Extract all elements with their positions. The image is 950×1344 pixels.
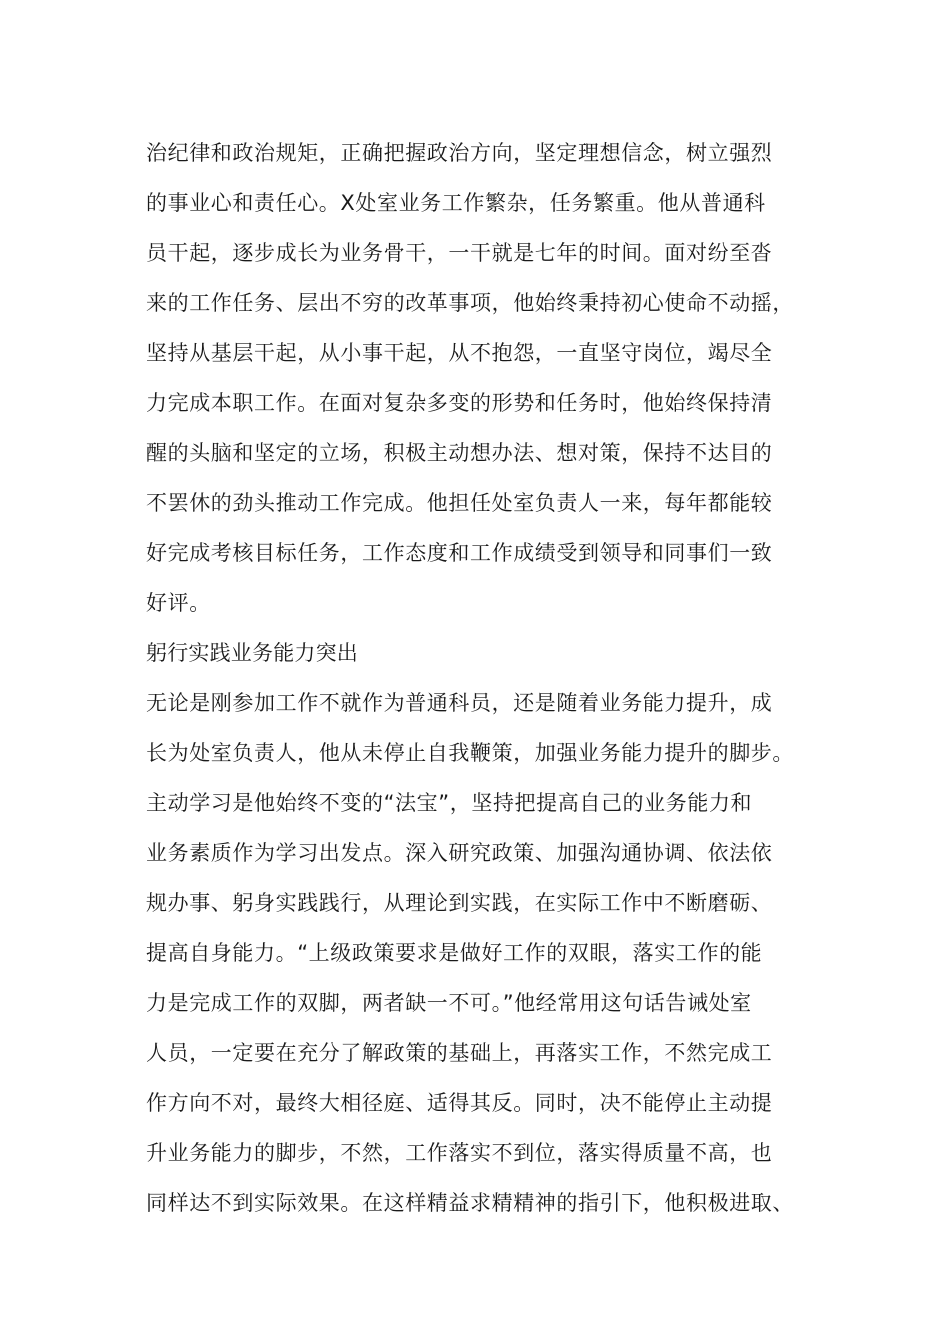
body-line: 的事业心和责任心。X处室业务工作繁杂，任务繁重。他从普通科: [146, 191, 766, 215]
body-line: 长为处室负责人，他从未停止自我鞭策，加强业务能力提升的脚步。: [146, 741, 794, 765]
body-line: 业务素质作为学习出发点。深入研究政策、加强沟通协调、依法依: [146, 841, 773, 865]
body-line: 好完成考核目标任务，工作态度和工作成绩受到领导和同事们一致: [146, 541, 773, 565]
body-line: 员干起，逐步成长为业务骨干，一干就是七年的时间。面对纷至沓: [146, 241, 773, 265]
body-line: 不罢休的劲头推动工作完成。他担任处室负责人一来，每年都能较: [146, 491, 773, 515]
body-line: 好评。: [146, 591, 211, 615]
body-line: 来的工作任务、层出不穷的改革事项，他始终秉持初心使命不动摇，: [146, 291, 794, 315]
body-line: 醒的头脑和坚定的立场，积极主动想办法、想对策，保持不达目的: [146, 441, 773, 465]
body-line: 无论是刚参加工作不就作为普通科员，还是随着业务能力提升，成: [146, 691, 773, 715]
body-line: 力完成本职工作。在面对复杂多变的形势和任务时，他始终保持清: [146, 391, 773, 415]
document-body: [146, 128, 836, 1228]
body-line: 升业务能力的脚步，不然，工作落实不到位，落实得质量不高，也: [146, 1141, 773, 1165]
body-line: 主动学习是他始终不变的“法宝”，坚持把提高自己的业务能力和: [146, 791, 753, 815]
section-heading: 躬行实践业务能力突出: [146, 641, 358, 665]
body-line: 治纪律和政治规矩，正确把握政治方向，坚定理想信念，树立强烈: [146, 141, 773, 165]
body-line: 力是完成工作的双脚，两者缺一不可。”他经常用这句话告诫处室: [146, 991, 752, 1015]
body-line: 提高自身能力。“上级政策要求是做好工作的双眼，落实工作的能: [146, 941, 763, 965]
body-line: 人员，一定要在充分了解政策的基础上，再落实工作，不然完成工: [146, 1041, 773, 1065]
body-line: 同样达不到实际效果。在这样精益求精精神的指引下，他积极进取、: [146, 1191, 794, 1215]
body-line: 规办事、躬身实践践行，从理论到实践，在实际工作中不断磨砺、: [146, 891, 773, 915]
body-line: 坚持从基层干起，从小事干起，从不抱怨，一直坚守岗位，竭尽全: [146, 341, 773, 365]
body-line: 作方向不对，最终大相径庭、适得其反。同时，决不能停止主动提: [146, 1091, 773, 1115]
